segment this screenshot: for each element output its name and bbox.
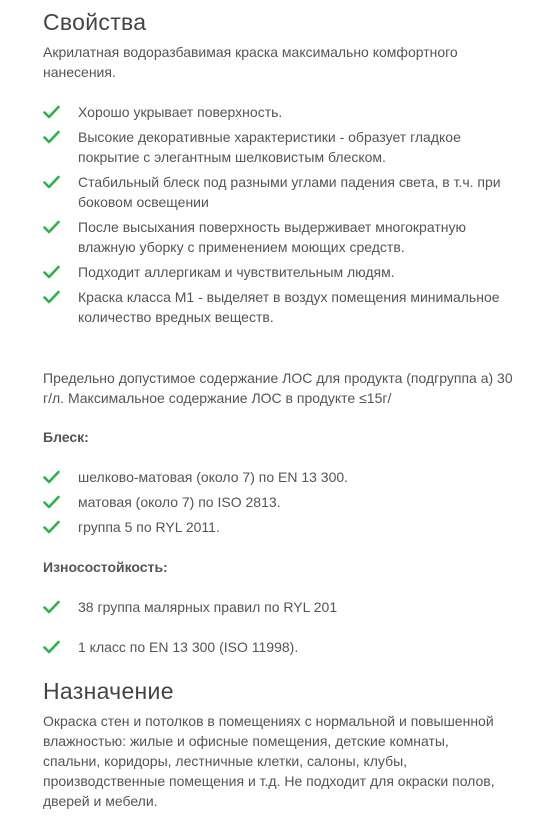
gloss-label: Блеск: <box>43 429 89 445</box>
wear-resistance-list <box>43 597 513 677</box>
list-item-text: После высыхания поверхность выдерживает многократную влажную уборку с применением моющих средств. <box>78 219 466 255</box>
check-icon <box>43 220 60 234</box>
section-title-purpose: Назначение <box>43 678 174 704</box>
list-item-text: Подходит аллергикам и чувствительным людям. <box>78 264 395 280</box>
list-item-text: Краска класса M1 - выделяет в воздух помещения минимальное количество вредных веществ. <box>78 289 500 325</box>
list-item <box>43 262 513 282</box>
purpose-text: Окраска стен и потолков в помещениях с нормальной и повышенной влажностью: жилые и офисные помещения, детские комнаты, спальни, коридоры, лестничные клетки, салоны, клубы, производственные помещения и т.д. Не подходит для окраски полов, дверей и мебели. <box>43 713 495 809</box>
check-icon <box>43 600 60 614</box>
list-item-text: матовая (около 7) по ISO 2813. <box>78 494 281 510</box>
check-icon <box>43 520 60 534</box>
list-item <box>43 217 513 257</box>
list-item-text: шелково-матовая (около 7) по EN 13 300. <box>78 469 349 485</box>
check-icon <box>43 290 60 304</box>
list-item <box>43 492 513 512</box>
list-item-text: Стабильный блеск под разными углами падения света, в т.ч. при боковом освещении <box>78 174 501 210</box>
list-item <box>43 597 513 617</box>
properties-intro: Акрилатная водоразбавимая краска максимально комфортного нанесения. <box>43 44 458 80</box>
list-item <box>43 467 513 487</box>
check-icon <box>43 640 60 654</box>
list-item <box>43 172 513 212</box>
check-icon <box>43 175 60 189</box>
check-icon <box>43 105 60 119</box>
voc-content-text: Предельно допустимое содержание ЛОС для продукта (подгруппа а) 30 г/л. Максимальное содержание ЛОС в продукте ≤15г/ <box>43 370 513 406</box>
check-icon <box>43 470 60 484</box>
properties-list <box>43 102 513 332</box>
list-item <box>43 287 513 327</box>
list-item-text: 1 класс по EN 13 300 (ISO 11998). <box>78 639 299 655</box>
list-item-text: Высокие декоративные характеристики - образует гладкое покрытие с элегантным шелковистым блеском. <box>78 129 461 165</box>
list-item <box>43 637 513 657</box>
gloss-list <box>43 467 513 542</box>
list-item-text: 38 группа малярных правил по RYL 201 <box>78 599 338 615</box>
check-icon <box>43 495 60 509</box>
check-icon <box>43 265 60 279</box>
check-icon <box>43 130 60 144</box>
list-item-text: группа 5 по RYL 2011. <box>78 519 220 535</box>
wear-resistance-label: Износостойкость: <box>43 559 168 575</box>
list-item-text: Хорошо укрывает поверхность. <box>78 104 283 120</box>
list-item <box>43 127 513 167</box>
list-item <box>43 102 513 122</box>
section-title-properties: Свойства <box>43 9 147 35</box>
list-item <box>43 517 513 537</box>
